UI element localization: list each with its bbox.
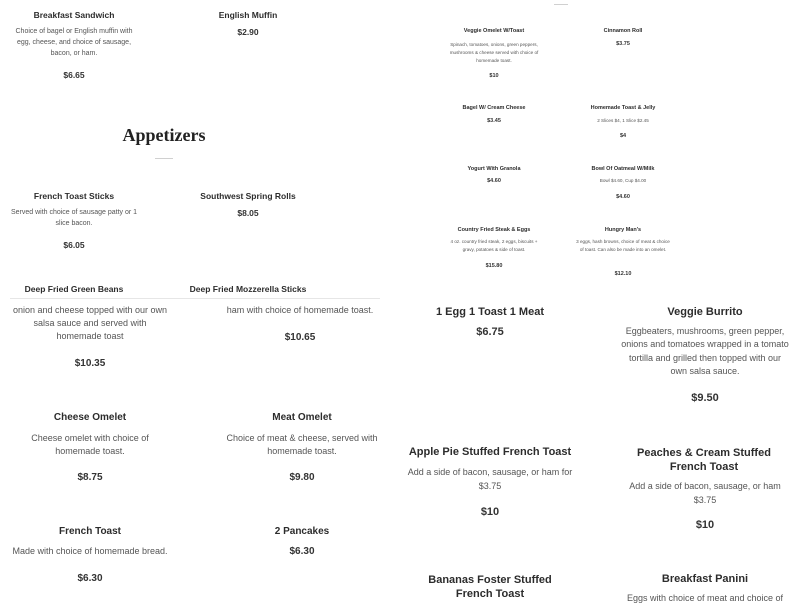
item-price: $3.75 [616,41,630,47]
item-price: $6.65 [63,70,85,80]
item-name: Deep Fried Green Beans [24,284,124,294]
item-name: 2 Pancakes [274,526,330,537]
item-description: Bowl $4.60, Cup $4.00 [599,178,647,183]
item-description: Eggs with choice of meat and choice of [626,593,784,603]
item-price: $6.75 [476,326,504,338]
item-price: $4 [619,133,627,139]
row-divider [10,298,380,299]
section-divider [155,158,173,159]
item-price: $6.30 [77,573,103,584]
item-price: $10 [480,506,500,518]
item-price: $8.75 [77,472,103,483]
item-name: Deep Fried Mozzerella Sticks [189,284,307,294]
item-name: 1 Egg 1 Toast 1 Meat [436,306,544,318]
item-name: Apple Pie Stuffed French Toast [408,446,572,458]
item-price: $10 [489,73,499,79]
item-name: Country Fried Steak & Eggs [457,227,531,233]
item-name: Bowl Of Oatmeal W/Milk [591,166,655,172]
item-description: 2 Slices $4, 1 Slice $2.45 [597,118,649,123]
item-price: $6.30 [289,546,315,557]
item-description: Add a side of bacon, sausage, or ham for $3.75 [407,467,573,491]
item-description: Spinach, tomatoes, onions, green peppers, mushrooms & cheese served with choice of homemade toast. [449,42,539,63]
item-name: French Toast [58,526,122,537]
item-name: Southwest Spring Rolls [200,191,296,201]
item-name: Homemade Toast & Jelly [590,105,656,111]
item-price: $4.60 [487,178,501,184]
item-price: $2.90 [237,27,259,37]
item-name: Peaches & Cream Stuffed French Toast [637,447,771,473]
item-price: $9.80 [289,472,315,483]
item-description: Add a side of bacon, sausage, or ham $3.75 [629,481,781,505]
section-heading: Appetizers [122,125,206,145]
item-description: Cheese omelet with choice of homemade toast. [31,433,149,456]
item-name: Veggie Omelet W/Toast [463,28,525,34]
item-price: $10.65 [284,332,316,343]
item-price: $15.80 [485,263,503,269]
item-price: $12.10 [614,271,632,277]
item-description: 4 oz. country fried steak, 2 eggs, biscuits + gravy, potatoes & side of toast. [450,239,538,252]
section-divider [554,4,568,5]
item-description: ham with choice of homemade toast. [226,305,374,315]
item-name: Yogurt With Granola [467,166,521,172]
item-description: Served with choice of sausage patty or 1 slice bacon. [10,209,138,227]
item-price: $3.45 [487,118,501,124]
item-name: Cinnamon Roll [603,28,643,34]
item-price: $6.05 [63,240,85,250]
item-name: Bagel W/ Cream Cheese [462,105,526,111]
item-price: $10.35 [74,358,106,369]
item-description: Made with choice of homemade bread. [12,546,168,556]
item-name: Veggie Burrito [667,306,743,318]
item-name: English Muffin [218,10,278,20]
item-price: $9.50 [691,392,719,404]
item-name: Breakfast Sandwich [33,10,115,20]
item-description: Eggbeaters, mushrooms, green pepper, onions and tomatoes wrapped in a tomato tortilla and grilled then topped with our own salsa sauce. [621,326,789,376]
item-description: Choice of bagel or English muffin with egg, cheese, and choice of sausage, bacon, or ham. [15,28,133,57]
item-description: 3 eggs, hash browns, choice of meat & choice of toast. Can also be made into an omelet. [576,239,670,252]
item-price: $10 [695,519,715,531]
item-name: Breakfast Panini [661,573,749,585]
item-price: $4.60 [616,194,630,200]
item-name: Hungry Man's [604,227,642,233]
item-price: $8.05 [237,208,259,218]
item-name: Bananas Foster Stuffed French Toast [428,574,552,600]
item-name: Cheese Omelet [53,412,127,423]
item-name: French Toast Sticks [33,191,115,201]
item-name: Meat Omelet [272,412,332,423]
item-description: onion and cheese topped with our own salsa sauce and served with homemade toast [12,305,168,341]
item-description: Choice of meat & cheese, served with homemade toast. [226,433,378,456]
